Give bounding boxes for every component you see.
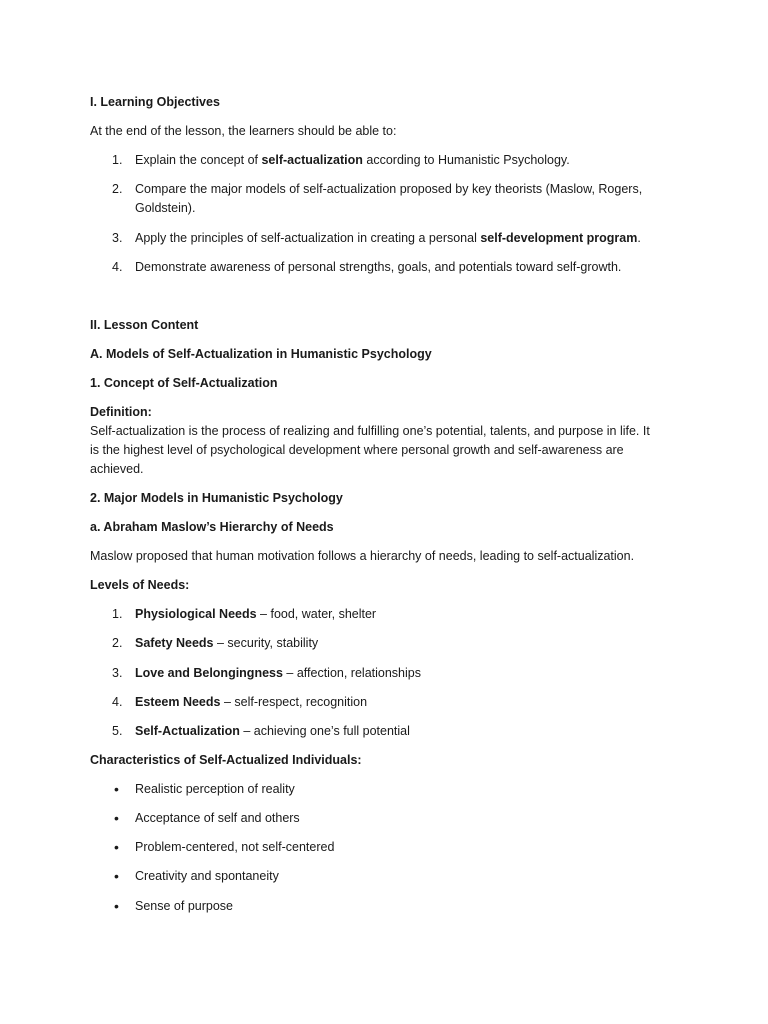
characteristics-label: Characteristics of Self-Actualized Individuals: bbox=[90, 753, 362, 767]
list-number: 4. bbox=[112, 260, 123, 274]
level-text: Physiological Needs – food, water, shelter bbox=[135, 607, 377, 621]
characteristic-text: Creativity and spontaneity bbox=[135, 869, 279, 883]
list-number: 3. bbox=[112, 666, 123, 680]
section-heading-lesson-content: II. Lesson Content bbox=[90, 318, 199, 332]
bullet-icon: • bbox=[114, 868, 119, 884]
level-text: Self-Actualization – achieving one’s full potential bbox=[135, 724, 410, 738]
list-number: 3. bbox=[112, 231, 123, 245]
level-text: Esteem Needs – self-respect, recognition bbox=[135, 695, 368, 709]
characteristic-text: Realistic perception of reality bbox=[135, 782, 295, 796]
list-number: 4. bbox=[112, 695, 123, 709]
level-text: Love and Belongingness – affection, relationships bbox=[135, 666, 421, 680]
objective-text: Compare the major models of self-actualization proposed by key theorists (Maslow, Rogers, Goldstein). bbox=[135, 182, 643, 215]
list-number: 2. bbox=[112, 182, 123, 196]
bullet-icon: • bbox=[114, 810, 119, 826]
definition-text: Self-actualization is the process of realizing and fulfilling one’s potential, talents, and purpose in life. It is the highest level of psychological development where personal growth and self-awareness are achieved. bbox=[90, 424, 650, 476]
characteristic-text: Sense of purpose bbox=[135, 899, 233, 913]
bullet-icon: • bbox=[114, 898, 119, 914]
objective-text: Demonstrate awareness of personal strengths, goals, and potentials toward self-growth. bbox=[135, 260, 622, 274]
subheading-models: A. Models of Self-Actualization in Humanistic Psychology bbox=[90, 347, 432, 361]
subheading-concept: 1. Concept of Self-Actualization bbox=[90, 376, 278, 390]
maslow-intro: Maslow proposed that human motivation follows a hierarchy of needs, leading to self-actualization. bbox=[90, 549, 635, 563]
list-number: 5. bbox=[112, 724, 123, 738]
list-number: 1. bbox=[112, 607, 123, 621]
objective-text: Explain the concept of self-actualization according to Humanistic Psychology. bbox=[135, 153, 570, 167]
bullet-icon: • bbox=[114, 781, 119, 797]
bullet-icon: • bbox=[114, 839, 119, 855]
objective-text: Apply the principles of self-actualization in creating a personal self-development program. bbox=[135, 231, 641, 245]
list-number: 1. bbox=[112, 153, 123, 167]
characteristic-text: Problem-centered, not self-centered bbox=[135, 840, 335, 854]
section-heading-learning-objectives: I. Learning Objectives bbox=[90, 95, 220, 109]
levels-label: Levels of Needs: bbox=[90, 578, 190, 592]
list-number: 2. bbox=[112, 636, 123, 650]
subheading-major-models: 2. Major Models in Humanistic Psychology bbox=[90, 491, 343, 505]
definition-label: Definition: bbox=[90, 405, 152, 419]
subheading-maslow: a. Abraham Maslow’s Hierarchy of Needs bbox=[90, 520, 334, 534]
level-text: Safety Needs – security, stability bbox=[135, 636, 319, 650]
characteristic-text: Acceptance of self and others bbox=[135, 811, 300, 825]
objectives-intro: At the end of the lesson, the learners should be able to: bbox=[90, 124, 397, 138]
